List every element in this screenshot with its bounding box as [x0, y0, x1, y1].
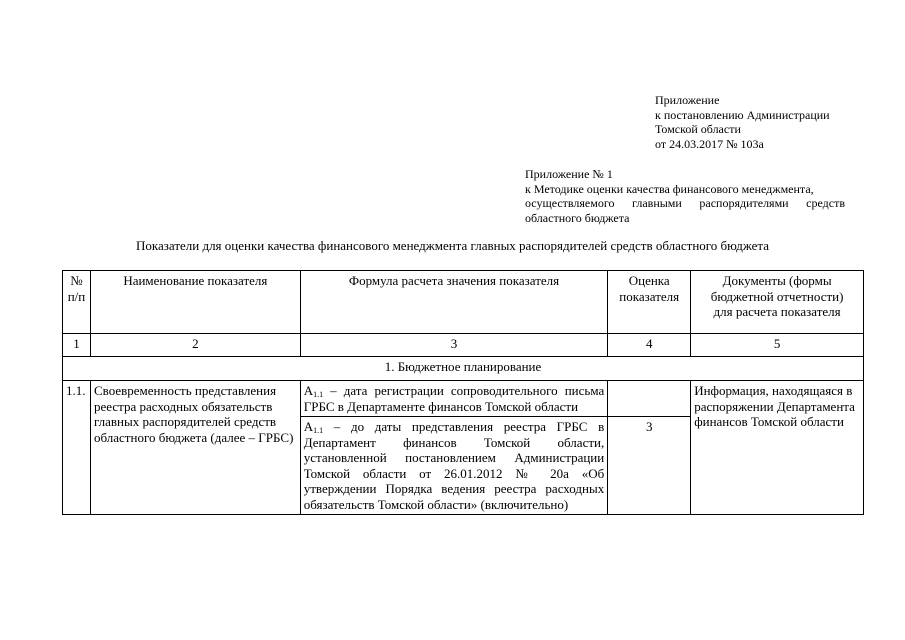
column-number: 5	[691, 334, 864, 357]
appendix-line: к постановлению Администрации	[655, 107, 830, 122]
appendix-line: Приложение	[655, 93, 720, 107]
appendix1-line: областного бюджета	[525, 210, 630, 225]
column-number: 1	[63, 334, 91, 357]
row-number: 1.1.	[63, 381, 91, 515]
section-title: 1. Бюджетное планирование	[63, 357, 864, 381]
formula-symbol: A	[303, 419, 314, 434]
indicators-table	[62, 270, 864, 515]
header-cell-name	[90, 271, 300, 334]
formula-text: – дата регистрации сопроводительного письма ГРБС в Департаменте финансов Томской области	[303, 383, 605, 414]
appendix-line: от 24.03.2017 № 103а	[655, 136, 764, 151]
appendix1-line: к Методике оценки качества финансового менеджмента,	[525, 181, 814, 196]
table-header-row	[63, 271, 864, 334]
header-label: № п/п	[67, 273, 86, 304]
formula-cell-a	[300, 381, 608, 417]
column-number: 3	[300, 334, 608, 357]
indicator-name: Своевременность представления реестра расходных обязательств главных распорядителей средств областного бюджета (далее – ГРБС)	[90, 381, 300, 515]
column-number: 2	[90, 334, 300, 357]
header-label: Формула расчета значения показателя	[348, 273, 560, 288]
appendix1-header	[525, 167, 845, 225]
appendix-header	[655, 93, 830, 151]
formula-subscript: 1.1	[313, 390, 324, 399]
header-cell-num	[63, 271, 91, 334]
appendix1-line: осуществляемого главными распорядителями средств	[525, 196, 845, 210]
formula-symbol: A	[303, 383, 314, 398]
header-label: Документы (формы бюджетной отчетности) для расчета показателя	[710, 273, 844, 319]
formula-cell-b	[300, 417, 608, 515]
score-cell-a	[608, 381, 691, 417]
score-cell-b: 3	[608, 417, 691, 515]
header-cell-documents	[691, 271, 864, 334]
appendix-line: Томской области	[655, 122, 741, 136]
table-row	[63, 381, 864, 417]
section-row	[63, 357, 864, 381]
header-cell-formula	[300, 271, 608, 334]
header-label: Наименование показателя	[123, 273, 268, 288]
document-title: Показатели для оценки качества финансового менеджмента главных распорядителей средств областного бюджета	[135, 238, 770, 253]
formula-subscript: 1.1	[313, 426, 324, 435]
formula-text: – до даты представления реестра ГРБС в Департамент финансов Томской области, установленной постановлением Администрации Томской области от 26.01.2012 № 20а «Об утверждении Порядка ведения реестра расходных обязательств Томской области» (включительно)	[303, 419, 605, 512]
header-label: Оценка показателя	[619, 273, 680, 304]
column-number: 4	[608, 334, 691, 357]
documents-cell: Информация, находящаяся в распоряжении Департамента финансов Томской области	[691, 381, 864, 515]
appendix1-line: Приложение № 1	[525, 167, 613, 181]
column-number-row	[63, 334, 864, 357]
header-cell-score	[608, 271, 691, 334]
